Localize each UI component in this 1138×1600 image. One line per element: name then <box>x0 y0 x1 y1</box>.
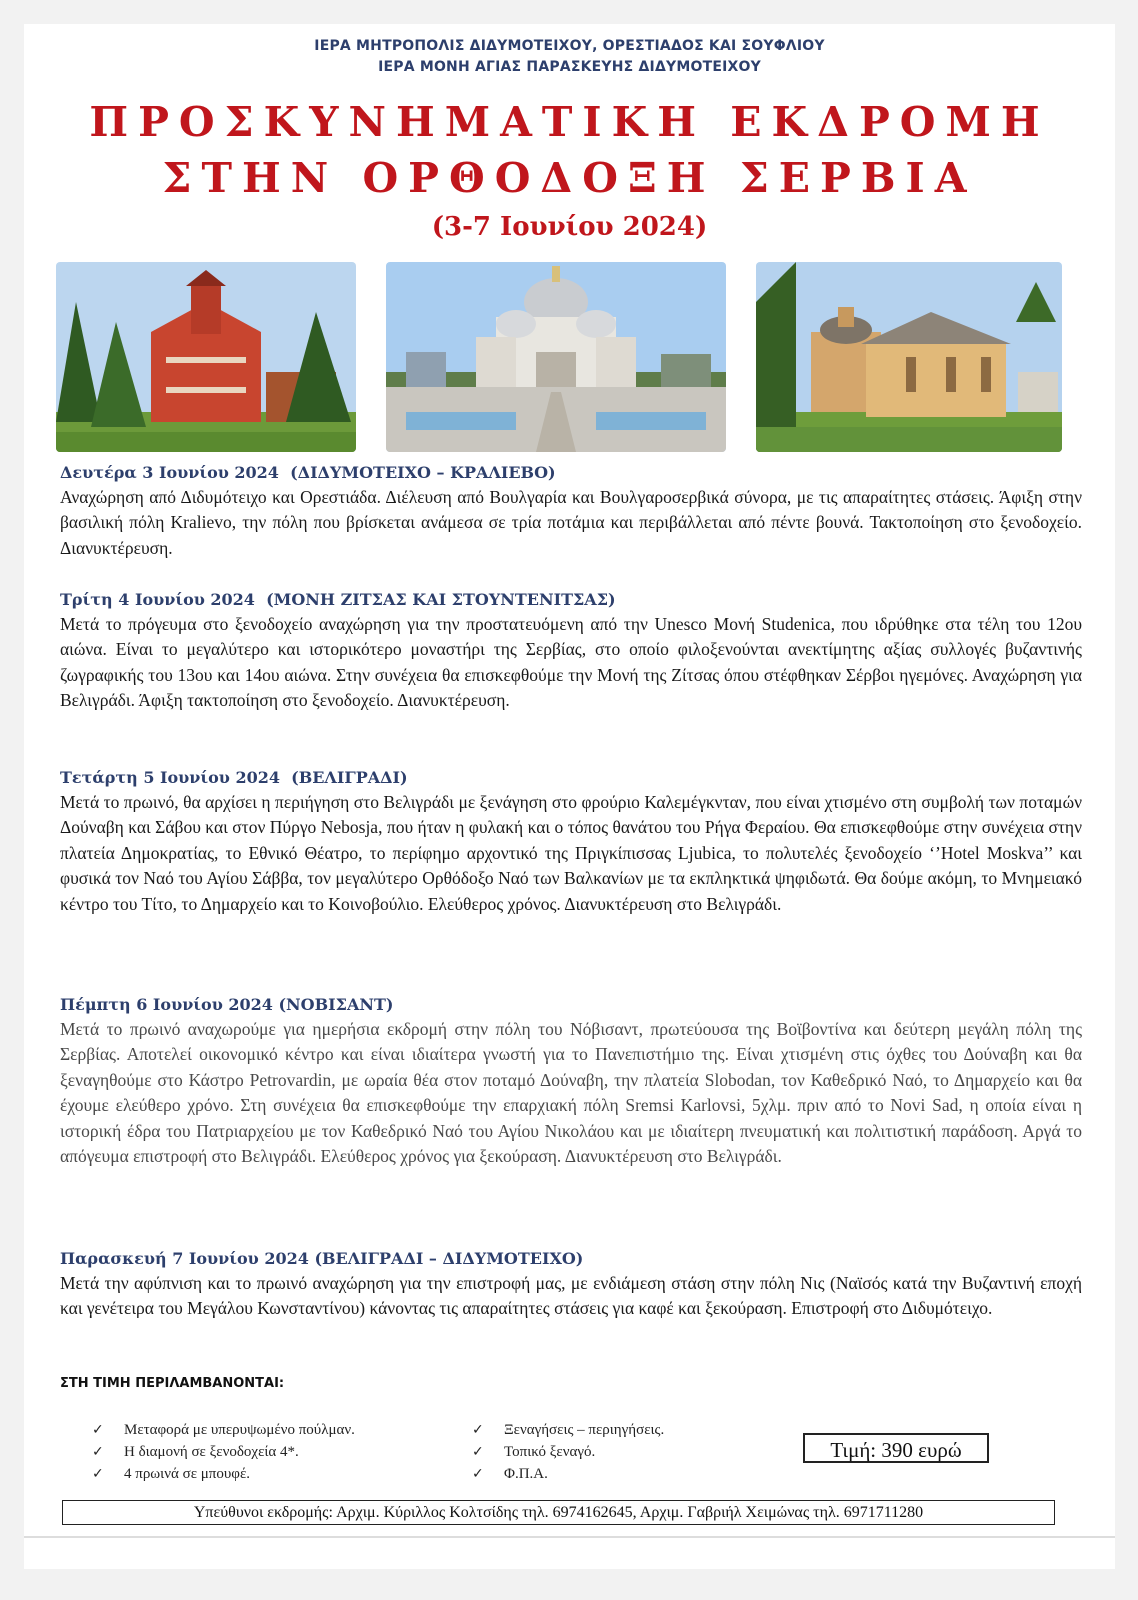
day-1-text: Αναχώρηση από Διδυμότειχο και Ορεστιάδα. Διέλευση από Βουλγαρία και Βουλγαροσερβικά σύνορα, με τις απαραίτητες στάσεις. Άφιξη στην βασιλική πόλη Kralievo, την πόλη που βρίσκεται ανάμεσα σε τρία ποτάμια και περιβάλλεται από πέντε βουνά. Τακτοποίηση στο ξενοδοχείο. Διανυκτέρευση. <box>60 487 1082 558</box>
day-5-date: Παρασκευή 7 Ιουνίου 2024 <box>60 1249 309 1268</box>
day-4-route: (ΝΟΒΙΣΑΝΤ) <box>278 995 394 1014</box>
day-3-heading <box>60 766 1082 790</box>
header-monastery: ΙΕΡΑ ΜΟΝΗ ΑΓΙΑΣ ΠΑΡΑΣΚΕΥΗΣ ΔΙΔΥΜΟΤΕΙΧΟΥ <box>378 59 761 75</box>
day-2-route: (ΜΟΝΗ ΖΙΤΣΑΣ ΚΑΙ ΣΤΟΥΝΤΕΝΙΤΣΑΣ) <box>266 590 616 609</box>
header-metropolis: ΙΕΡΑ ΜΗΤΡΟΠΟΛΙΣ ΔΙΔΥΜΟΤΕΙΧΟΥ, ΟΡΕΣΤΙΑΔΟΣ ΚΑΙ ΣΟΥΦΛΙΟΥ <box>314 38 825 54</box>
day-3-text: Μετά το πρωινό, θα αρχίσει η περιήγηση στο Βελιγράδι με ξενάγηση στο φρούριο Καλεμέγκνταν, που είναι χτισμένο στη συμβολή των ποταμών Δούναβη και Σάβου και στον Πύργο Nebosja, που ήταν η φυλακή και ο τόπος θανάτου του Ρήγα Φεραίου. Θα επισκεφθούμε στην συνέχεια στην πλατεία Δημοκρατίας, το Εθνικό Θέατρο, το περίφημο αρχοντικό της Πριγκίπισσας Ljubica, το πολυτελές ξενοδοχείο ‘’Hotel Moskva’’ και φυσικά τον Ναό του Αγίου Σάββα, τον μεγαλύτερο Ορθόδοξο Ναό των Βαλκανίων με τα εκπληκτικά ψηφιδωτά. Θα δούμε ακόμη, το Μνημειακό κέντρο του Τίτο, το Δημαρχείο και το Κοινοβούλιο. Ελεύθερος χρόνος. Διανυκτέρευση στο Βελιγράδι. <box>60 792 1082 914</box>
day-4-text: Μετά το πρωινό αναχωρούμε για ημερήσια εκδρομή στην πόλη του Νόβισαντ, πρωτεύουσα της Βοϊβοντίνα και δεύτερη μεγάλη πόλη της Σερβίας. Αποτελεί οικονομικό κέντρο και είναι ιδιαίτερα γνωστή για το Πανεπιστήμιο της. Είναι χτισμένη στις όχθες του Δούναβη και θα ξεναγηθούμε στο Κάστρο Petrovardin, με ωραία θέα στον ποταμό Δούναβη, την πλατεία Slobodan, τον Καθεδρικό Ναό, το Δημαρχείο και θα έχουμε ελεύθερο χρόνο. Στη συνέχεια θα επισκεφθούμε την επαρχιακή πόλη Sremsi Karlovsi, 5χλμ. πριν από το Novi Sad, η οποία είναι η ιστορική έδρα του Πατριαρχείου με τον Καθεδρικό Ναό του Αγίου Νικολάου και με ιδιαίτερη πνευματική και πολιτιστική παράδοση. Αργά το απόγευμα επιστροφή στο Βελιγράδι. Ελεύθερος χρόνος για ξεκούραση. Διανυκτέρευση στο Βελιγράδι. <box>60 1019 1082 1167</box>
day-5-text: Μετά την αφύπνιση και το πρωινό αναχώρηση για την επιστροφή μας, με ενδιάμεση στάση στην πόλη Νις (Ναϊσός κατά την Βυζαντινή εποχή και γενέτειρα του Μεγάλου Κωνσταντίνου) κάνοντας τις απαραίτητες στάσεις για καφέ και ξεκούραση. Επιστροφή στο Διδυμότειχο. <box>60 1273 1082 1319</box>
day-2-heading <box>60 588 1082 612</box>
flyer-page <box>24 24 1115 1569</box>
check-icon: ✓ <box>472 1466 484 1482</box>
included-list-1 <box>92 1419 355 1485</box>
day-2-text: Μετά το πρόγευμα στο ξενοδοχείο αναχώρηση για την προστατευόμενη από την Unesco Μονή Studenica, που ιδρύθηκε στα τέλη του 12ου αιώνα. Είναι το μεγαλύτερο και ιστορικότερο μοναστήρι της Σερβίας, στο οποίο φιλοξενούνται ανεκτίμητης αξίας συλλογές βυζαντινής ζωγραφικής του 13ου και 14ου αιώνα. Στην συνέχεια θα επισκεφθούμε την Μονή της Ζίτσας όπου στέφθηκαν Σέρβοι ηγεμόνες. Αναχώρηση για Βελιγράδι. Άφιξη τακτοποίηση στο ξενοδοχείο. Διανυκτέρευση. <box>60 614 1082 711</box>
photo-saint-sava-temple <box>386 262 726 452</box>
title-line-2: ΣΤΗΝ ΟΡΘΟΔΟΞΗ ΣΕΡΒΙΑ <box>162 154 977 202</box>
check-icon: ✓ <box>92 1466 104 1482</box>
photo-studenica-monastery <box>756 262 1062 452</box>
list-item: ✓ Μεταφορά με υπερυψωμένο πούλμαν. <box>92 1419 355 1441</box>
day-3-date: Τετάρτη 5 Ιουνίου 2024 <box>60 768 280 787</box>
list-item: ✓ Η διαμονή σε ξενοδοχεία 4*. <box>92 1441 355 1463</box>
day-1-heading <box>60 461 1082 485</box>
check-icon: ✓ <box>92 1422 104 1438</box>
list-item: ✓ Τοπικό ξεναγό. <box>472 1441 664 1463</box>
day-4-heading <box>60 993 1082 1017</box>
day-2-date: Τρίτη 4 Ιουνίου 2024 <box>60 590 255 609</box>
day-4-section <box>60 993 1082 1169</box>
title-line-1: ΠΡΟΣΚΥΝΗΜΑΤΙΚΗ ΕΚΔΡΟΜΗ <box>89 98 1050 146</box>
day-3-section <box>60 766 1082 917</box>
bottom-divider <box>24 1536 1115 1538</box>
day-5-route: (ΒΕΛΙΓΡΑΔΙ – ΔΙΔΥΜΟΤΕΙΧΟ) <box>314 1249 584 1268</box>
day-3-route: (ΒΕΛΙΓΡΑΔΙ) <box>291 768 408 787</box>
check-icon: ✓ <box>92 1444 104 1460</box>
day-5-section <box>60 1247 1082 1322</box>
included-heading: ΣΤΗ ΤΙΜΗ ΠΕΡΙΛΑΜΒΑΝΟΝΤΑΙ: <box>60 1376 285 1391</box>
day-1-route: (ΔΙΔΥΜΟΤΕΙΧΟ – ΚΡΑΛΙΕΒΟ) <box>290 463 556 482</box>
price-box: Τιμή: 390 ευρώ <box>803 1433 989 1463</box>
check-icon: ✓ <box>472 1444 484 1460</box>
day-4-date: Πέμπτη 6 Ιουνίου 2024 <box>60 995 273 1014</box>
contact-box: Υπεύθυνοι εκδρομής: Αρχιμ. Κύριλλος Κολτσίδης τηλ. 6974162645, Αρχιμ. Γαβριήλ Χειμώνας τηλ. 6971711280 <box>62 1500 1055 1525</box>
trip-dates: (3-7 Ιουνίου 2024) <box>431 212 708 242</box>
day-1-section <box>60 461 1082 561</box>
list-item: ✓ 4 πρωινά σε μπουφέ. <box>92 1463 355 1485</box>
day-1-date: Δευτέρα 3 Ιουνίου 2024 <box>60 463 279 482</box>
check-icon: ✓ <box>472 1422 484 1438</box>
list-item: ✓ Φ.Π.Α. <box>472 1463 664 1485</box>
day-2-section <box>60 588 1082 714</box>
list-item: ✓ Ξεναγήσεις – περιηγήσεις. <box>472 1419 664 1441</box>
photo-zica-monastery <box>56 262 356 452</box>
included-list-2 <box>472 1419 664 1485</box>
day-5-heading <box>60 1247 1082 1271</box>
